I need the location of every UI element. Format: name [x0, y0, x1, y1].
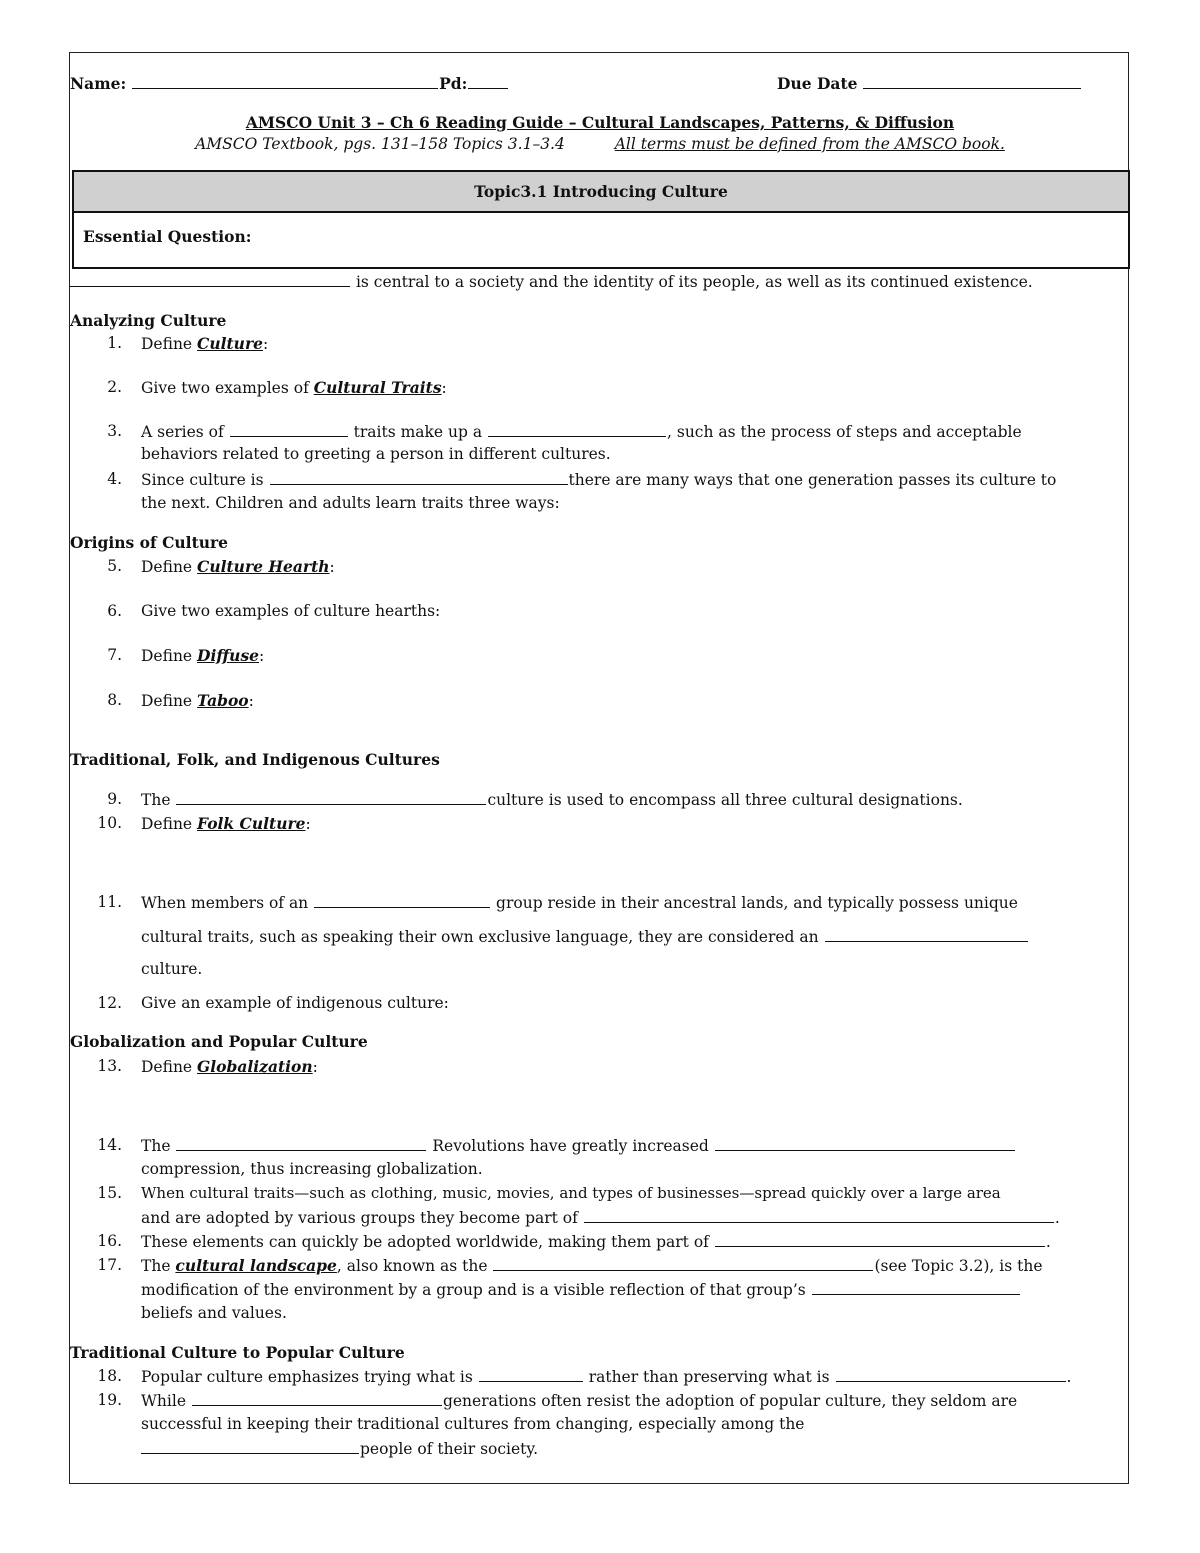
- question-number: 16.: [97, 1232, 122, 1250]
- question-number: 19.: [97, 1391, 122, 1409]
- question-12: Give an example of indigenous culture:: [141, 994, 449, 1012]
- question-3-cont: behaviors related to greeting a person in different cultures.: [141, 445, 611, 463]
- intro-text: is central to a society and the identity of its people, as well as its continued existence.: [355, 273, 1033, 291]
- question-number: 4.: [107, 470, 122, 488]
- question-number: 8.: [107, 691, 122, 709]
- answer-blank[interactable]: [479, 1367, 583, 1382]
- question-number: 7.: [107, 646, 122, 664]
- answer-blank[interactable]: [270, 470, 568, 485]
- question-number: 1.: [107, 334, 122, 352]
- question-7: Define Diffuse:: [141, 646, 265, 665]
- answer-blank[interactable]: [141, 1439, 359, 1454]
- question-19: While generations often resist the adoption of popular culture, they seldom are: [141, 1392, 1018, 1410]
- question-11: When members of an group reside in their ancestral lands, and typically possess unique: [141, 894, 1018, 912]
- question-number: 13.: [97, 1057, 122, 1075]
- answer-blank[interactable]: [230, 422, 348, 437]
- section-globalization: Globalization and Popular Culture: [70, 1032, 368, 1051]
- answer-blank[interactable]: [488, 422, 666, 437]
- term-folk-culture: Folk Culture: [197, 814, 306, 833]
- question-number: 12.: [97, 994, 122, 1012]
- question-number: 2.: [107, 378, 122, 396]
- question-9: The culture is used to encompass all three cultural designations.: [141, 791, 963, 809]
- question-13: Define Globalization:: [141, 1057, 318, 1076]
- name-label: Name:: [70, 74, 127, 93]
- name-field[interactable]: [70, 74, 509, 93]
- question-15-cont: and are adopted by various groups they become part of .: [141, 1209, 1060, 1227]
- answer-blank[interactable]: [493, 1256, 873, 1271]
- question-4: Since culture is there are many ways that one generation passes its culture to: [141, 471, 1057, 489]
- question-10: Define Folk Culture:: [141, 814, 311, 833]
- due-date-field[interactable]: [777, 74, 1082, 93]
- pd-blank[interactable]: [468, 74, 508, 89]
- question-number: 6.: [107, 602, 122, 620]
- intro-line: [70, 272, 1033, 291]
- intro-blank[interactable]: [70, 272, 350, 287]
- question-6: Give two examples of culture hearths:: [141, 602, 441, 620]
- topic-title: Topic3.1 Introducing Culture: [474, 182, 728, 201]
- question-17-end: beliefs and values.: [141, 1304, 287, 1322]
- question-2: Give two examples of Cultural Traits:: [141, 378, 447, 397]
- question-11-end: culture.: [141, 960, 203, 978]
- question-number: 18.: [97, 1367, 122, 1385]
- answer-blank[interactable]: [176, 1136, 426, 1151]
- answer-blank[interactable]: [715, 1136, 1015, 1151]
- question-17-cont: modification of the environment by a group and is a visible reflection of that group’s: [141, 1280, 1021, 1299]
- term-globalization: Globalization: [197, 1057, 313, 1076]
- question-18: Popular culture emphasizes trying what is rather than preserving what is .: [141, 1368, 1072, 1386]
- term-taboo: Taboo: [197, 691, 249, 710]
- question-17: The cultural landscape, also known as the (see Topic 3.2), is the: [141, 1256, 1043, 1275]
- worksheet-page: [69, 52, 1129, 1484]
- question-5: Define Culture Hearth:: [141, 557, 335, 576]
- topic-header-bar: [72, 170, 1130, 213]
- name-blank[interactable]: [132, 74, 438, 89]
- question-14-cont: compression, thus increasing globalization.: [141, 1160, 483, 1178]
- due-date-label: Due Date: [777, 74, 858, 93]
- term-culture-hearth: Culture Hearth: [197, 557, 330, 576]
- section-origins-of-culture: Origins of Culture: [70, 533, 229, 552]
- question-19-cont: successful in keeping their traditional cultures from changing, especially among the: [141, 1415, 805, 1433]
- term-culture: Culture: [197, 334, 263, 353]
- section-analyzing-culture: Analyzing Culture: [70, 311, 227, 330]
- question-16: These elements can quickly be adopted worldwide, making them part of .: [141, 1233, 1051, 1251]
- section-traditional-to-popular: Traditional Culture to Popular Culture: [70, 1343, 405, 1362]
- section-traditional-folk-indigenous: Traditional, Folk, and Indigenous Cultures: [70, 750, 440, 769]
- textbook-reference: AMSCO Textbook, pgs. 131–158 Topics 3.1–3.4: [195, 135, 565, 153]
- answer-blank[interactable]: [715, 1232, 1045, 1247]
- worksheet-subtitle: [70, 135, 1130, 153]
- essential-question-label: Essential Question:: [83, 227, 252, 246]
- question-number: 11.: [97, 893, 122, 911]
- worksheet-title: AMSCO Unit 3 – Ch 6 Reading Guide – Cultural Landscapes, Patterns, & Diffusion: [245, 113, 955, 132]
- term-cultural-landscape: cultural landscape: [175, 1256, 337, 1275]
- question-14: The Revolutions have greatly increased: [141, 1136, 1016, 1155]
- essential-question-box[interactable]: [72, 213, 1130, 269]
- question-number: 14.: [97, 1136, 122, 1154]
- question-15: When cultural traits—such as clothing, music, movies, and types of businesses—spread quickly over a large area: [141, 1184, 1001, 1202]
- answer-blank[interactable]: [192, 1391, 442, 1406]
- answer-blank[interactable]: [314, 893, 490, 908]
- question-number: 10.: [97, 814, 122, 832]
- answer-blank[interactable]: [836, 1367, 1066, 1382]
- pd-label: Pd:: [439, 74, 468, 93]
- due-date-blank[interactable]: [863, 74, 1081, 89]
- question-number: 9.: [107, 790, 122, 808]
- question-number: 17.: [97, 1256, 122, 1274]
- question-number: 15.: [97, 1184, 122, 1202]
- question-8: Define Taboo:: [141, 691, 254, 710]
- answer-blank[interactable]: [584, 1208, 1054, 1223]
- question-19-end: people of their society.: [141, 1439, 538, 1458]
- term-cultural-traits: Cultural Traits: [313, 378, 442, 397]
- answer-blank[interactable]: [812, 1280, 1020, 1295]
- term-diffuse: Diffuse: [197, 646, 260, 665]
- definition-instruction: All terms must be defined from the AMSCO book.: [614, 135, 1005, 153]
- answer-blank[interactable]: [825, 927, 1028, 942]
- question-4-cont: the next. Children and adults learn traits three ways:: [141, 494, 560, 512]
- question-1: Define Culture:: [141, 334, 269, 353]
- answer-blank[interactable]: [176, 790, 486, 805]
- question-11-cont: cultural traits, such as speaking their own exclusive language, they are considered an: [141, 927, 1029, 946]
- question-number: 5.: [107, 557, 122, 575]
- question-3: A series of traits make up a , such as the process of steps and acceptable: [141, 423, 1022, 441]
- question-number: 3.: [107, 422, 122, 440]
